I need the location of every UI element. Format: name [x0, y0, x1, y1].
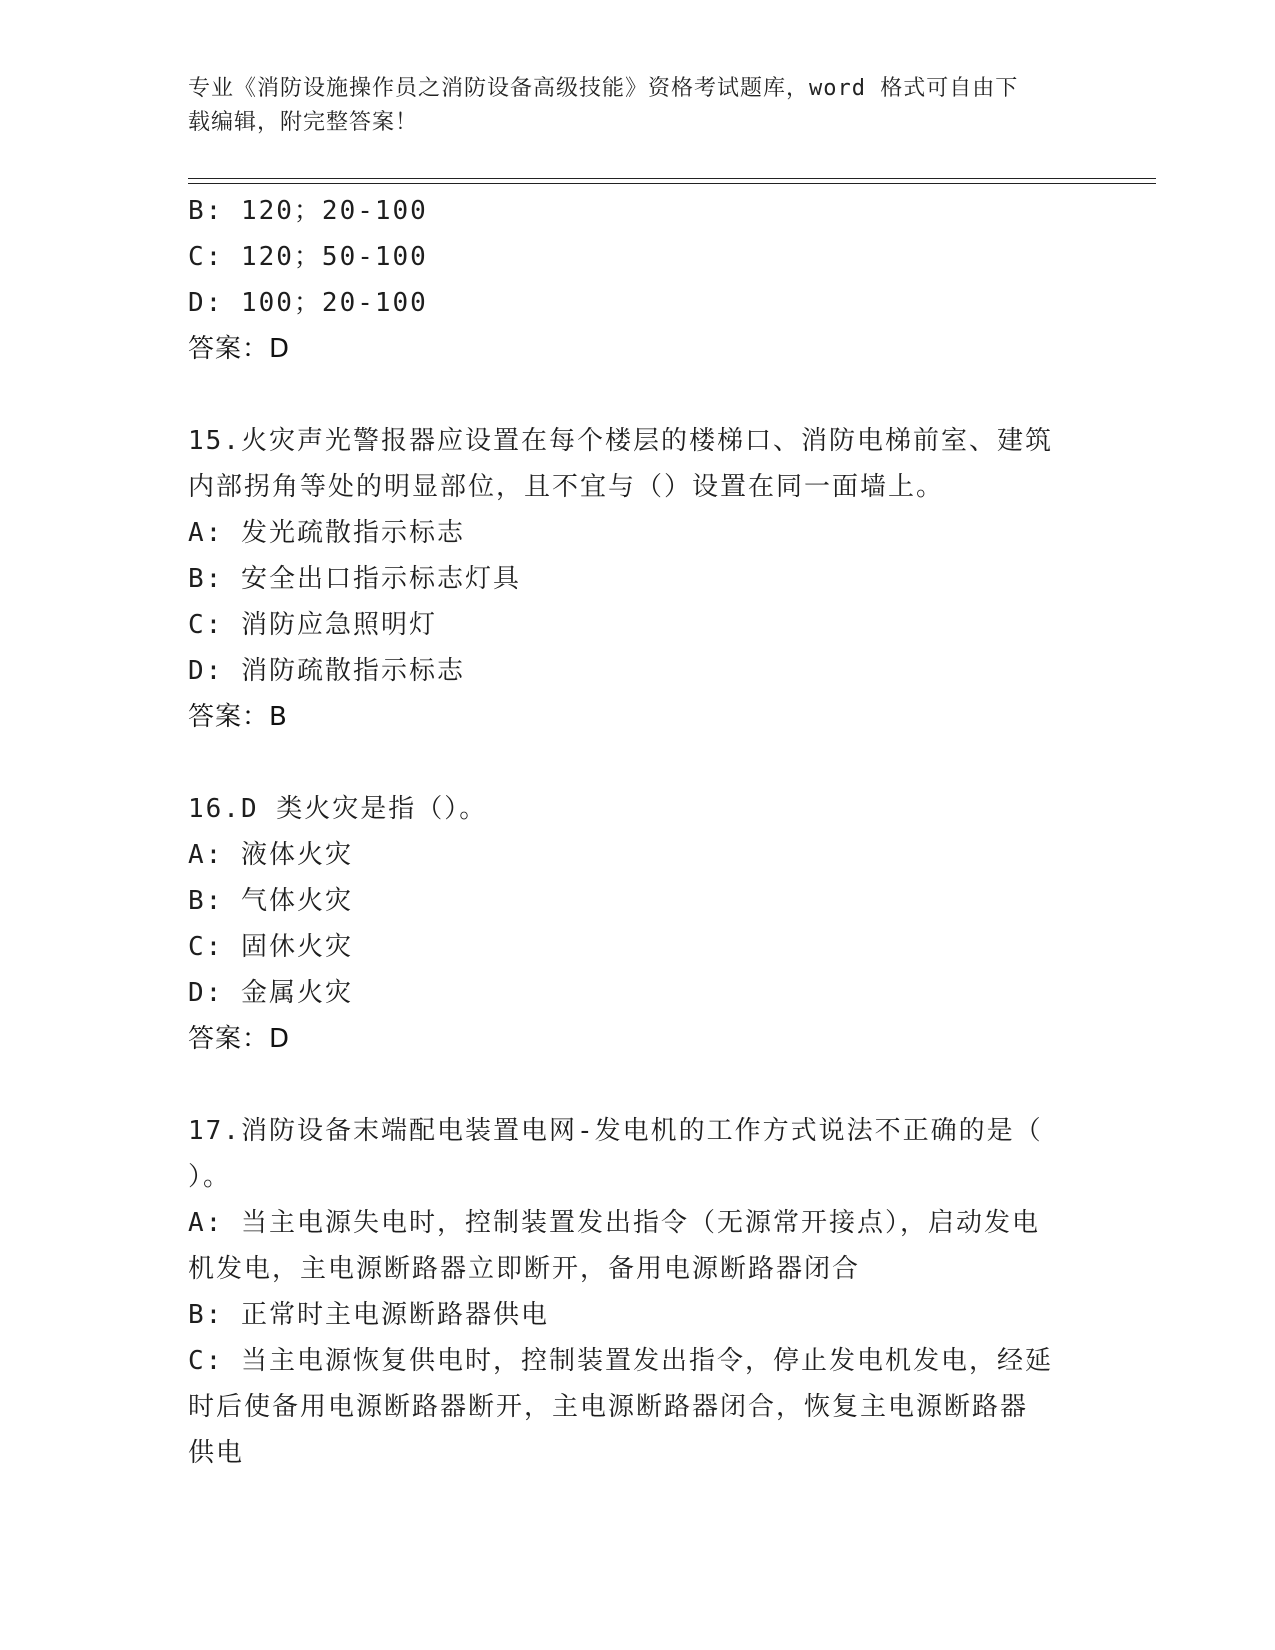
- option-line: D: 金属火灾: [188, 978, 353, 1008]
- spacer: [188, 372, 1088, 418]
- option-line: B: 120；20-100: [188, 196, 428, 226]
- document-header: [188, 72, 1088, 140]
- answer-line: 答案：D: [188, 334, 291, 364]
- question-stem-line: 内部拐角等处的明显部位，且不宜与（）设置在同一面墙上。: [188, 472, 945, 502]
- option-line: C: 120；50-100: [188, 242, 428, 272]
- header-rule-bottom: [188, 183, 1156, 184]
- question-stem-line: 16.D 类火灾是指（）。: [188, 794, 488, 824]
- option-line: D: 消防疏散指示标志: [188, 656, 465, 686]
- option-line: B: 正常时主电源断路器供电: [188, 1300, 549, 1330]
- spacer: [188, 1062, 1088, 1108]
- answer-line: 答案：D: [188, 1024, 291, 1054]
- header-line-1: 专业《消防设施操作员之消防设备高级技能》资格考试题库，word 格式可自由下: [188, 76, 1019, 101]
- question-stem-line: ）。: [188, 1162, 232, 1192]
- option-line: 时后使备用电源断路器断开，主电源断路器闭合，恢复主电源断路器: [188, 1392, 1029, 1422]
- question-stem-line: 17.消防设备末端配电装置电网-发电机的工作方式说法不正确的是（: [188, 1116, 1043, 1146]
- spacer: [188, 740, 1088, 786]
- option-line: 机发电，主电源断路器立即断开，备用电源断路器闭合: [188, 1254, 861, 1284]
- option-line: C: 当主电源恢复供电时，控制装置发出指令，停止发电机发电，经延: [188, 1346, 1053, 1376]
- option-line: C: 固休火灾: [188, 932, 353, 962]
- option-line: 供电: [188, 1438, 245, 1468]
- option-line: B: 气体火灾: [188, 886, 353, 916]
- option-line: B: 安全出口指示标志灯具: [188, 564, 521, 594]
- option-line: A: 液体火灾: [188, 840, 353, 870]
- option-line: D: 100；20-100: [188, 288, 428, 318]
- header-line-2: 载编辑，附完整答案！: [188, 110, 419, 135]
- question-content: [188, 188, 1088, 1476]
- answer-line: 答案：B: [188, 702, 288, 732]
- question-stem-line: 15.火灾声光警报器应设置在每个楼层的楼梯口、消防电梯前室、建筑: [188, 426, 1053, 456]
- option-line: A: 当主电源失电时，控制装置发出指令（无源常开接点），启动发电: [188, 1208, 1040, 1238]
- header-rule-top: [188, 178, 1156, 179]
- option-line: C: 消防应急照明灯: [188, 610, 437, 640]
- option-line: A: 发光疏散指示标志: [188, 518, 465, 548]
